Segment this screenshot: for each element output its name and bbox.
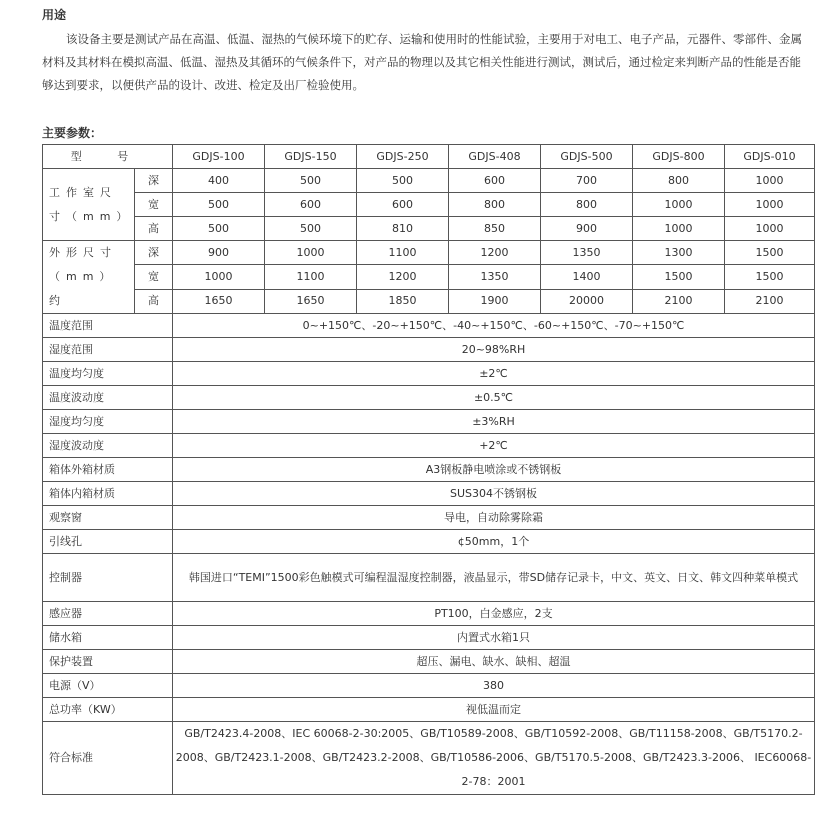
spec-label: 电源（V） [43, 674, 173, 698]
work-size-value: 700 [541, 169, 633, 193]
work-size-value: 850 [449, 217, 541, 241]
work-size-value: 1000 [633, 193, 725, 217]
work-size-value: 800 [541, 193, 633, 217]
spec-label: 温度均匀度 [43, 362, 173, 386]
work-size-value: 600 [265, 193, 357, 217]
spec-row [43, 554, 815, 602]
outer-size-value: 1200 [357, 265, 449, 289]
spec-label: 储水箱 [43, 626, 173, 650]
spec-value: A3钢板静电喷涂或不锈钢板 [173, 458, 815, 482]
spec-label: 温度范围 [43, 314, 173, 338]
model-name: GDJS-100 [173, 145, 265, 169]
model-label: 型 号 [43, 145, 173, 169]
spec-row [43, 722, 815, 795]
model-name: GDJS-500 [541, 145, 633, 169]
work-size-value: 500 [265, 217, 357, 241]
spec-value: 20~98%RH [173, 338, 815, 362]
work-size-value: 500 [357, 169, 449, 193]
spec-row [43, 386, 815, 410]
outer-size-dimension: 深 [135, 241, 173, 265]
work-size-dimension: 宽 [135, 193, 173, 217]
spec-label: 箱体内箱材质 [43, 482, 173, 506]
work-size-row [43, 217, 815, 241]
spec-label: 湿度范围 [43, 338, 173, 362]
spec-value: 380 [173, 674, 815, 698]
spec-label: 湿度波动度 [43, 434, 173, 458]
outer-size-row [43, 289, 815, 313]
spec-row [43, 482, 815, 506]
spec-label: 保护装置 [43, 650, 173, 674]
outer-size-value: 1100 [357, 241, 449, 265]
outer-size-value: 1650 [173, 289, 265, 313]
work-size-value: 500 [173, 217, 265, 241]
outer-size-value: 1000 [173, 265, 265, 289]
spec-table [42, 144, 815, 795]
outer-size-dimension: 高 [135, 289, 173, 313]
spec-value: SUS304不锈钢板 [173, 482, 815, 506]
outer-size-row [43, 265, 815, 289]
outer-size-value: 1350 [449, 265, 541, 289]
spec-row [43, 338, 815, 362]
spec-label: 引线孔 [43, 530, 173, 554]
model-header-row [43, 145, 815, 169]
outer-size-value: 1400 [541, 265, 633, 289]
outer-size-value: 1200 [449, 241, 541, 265]
spec-value: +2℃ [173, 434, 815, 458]
outer-size-value: 1500 [725, 241, 815, 265]
spec-value: 内置式水箱1只 [173, 626, 815, 650]
work-size-value: 500 [265, 169, 357, 193]
outer-size-value: 1500 [633, 265, 725, 289]
spec-row [43, 698, 815, 722]
spec-label: 控制器 [43, 554, 173, 602]
spec-value: GB/T2423.4-2008、IEC 60068-2-30:2005、GB/T10589-2008、GB/T10592-2008、GB/T11158-2008、GB/T5170.2-2008、GB/T2423.1-2008、GB/T2423.2-2008、GB/T10586-2006、GB/T5170.5-2008、GB/T2423.3-2006、 IEC60068-2-78：2001 [173, 722, 815, 795]
spec-row [43, 506, 815, 530]
work-size-value: 600 [357, 193, 449, 217]
work-size-value: 500 [173, 193, 265, 217]
spec-label: 箱体外箱材质 [43, 458, 173, 482]
model-name: GDJS-408 [449, 145, 541, 169]
spec-value: 0~+150℃、-20~+150℃、-40~+150℃、-60~+150℃、-70~+150℃ [173, 314, 815, 338]
outer-size-value: 1650 [265, 289, 357, 313]
spec-value: ±3%RH [173, 410, 815, 434]
model-name: GDJS-800 [633, 145, 725, 169]
outer-size-row [43, 241, 815, 265]
spec-row [43, 602, 815, 626]
outer-size-label: 外形尺寸（mm）约 [43, 241, 135, 314]
spec-label: 符合标准 [43, 722, 173, 795]
work-size-value: 810 [357, 217, 449, 241]
work-size-dimension: 高 [135, 217, 173, 241]
spec-label: 温度波动度 [43, 386, 173, 410]
outer-size-value: 900 [173, 241, 265, 265]
work-size-value: 1000 [725, 169, 815, 193]
model-name: GDJS-150 [265, 145, 357, 169]
spec-row [43, 530, 815, 554]
work-size-row [43, 169, 815, 193]
work-size-value: 400 [173, 169, 265, 193]
outer-size-value: 20000 [541, 289, 633, 313]
spec-value: 视低温而定 [173, 698, 815, 722]
spec-value: ¢50mm，1个 [173, 530, 815, 554]
outer-size-value: 1100 [265, 265, 357, 289]
work-size-value: 800 [449, 193, 541, 217]
work-size-value: 1000 [725, 217, 815, 241]
spec-row [43, 674, 815, 698]
spec-row [43, 362, 815, 386]
work-size-row [43, 193, 815, 217]
spec-value: ±0.5℃ [173, 386, 815, 410]
spec-value: 超压、漏电、缺水、缺相、超温 [173, 650, 815, 674]
outer-size-dimension: 宽 [135, 265, 173, 289]
outer-size-value: 1300 [633, 241, 725, 265]
spec-label: 感应器 [43, 602, 173, 626]
outer-size-value: 2100 [633, 289, 725, 313]
usage-paragraph: 该设备主要是测试产品在高温、低温、湿热的气候环境下的贮存、运输和使用时的性能试验，主要用于对电工、电子产品，元器件、零部件、金属材料及其材料在模拟高温、低温、湿热及其循环的气候条件下，对产品的物理以及其它相关性能进行测试，测试后，通过检定来判断产品的性能是否能够达到要求，以便供产品的设计、改进、检定及出厂检验使用。 [42, 32, 802, 92]
spec-row [43, 650, 815, 674]
outer-size-value: 1350 [541, 241, 633, 265]
spec-value: ±2℃ [173, 362, 815, 386]
spec-row [43, 434, 815, 458]
spec-label: 湿度均匀度 [43, 410, 173, 434]
outer-size-value: 1900 [449, 289, 541, 313]
model-name: GDJS-250 [357, 145, 449, 169]
work-size-value: 600 [449, 169, 541, 193]
outer-size-value: 2100 [725, 289, 815, 313]
work-size-value: 1000 [725, 193, 815, 217]
usage-heading: 用途 [42, 8, 67, 22]
spec-row [43, 314, 815, 338]
outer-size-value: 1500 [725, 265, 815, 289]
work-size-label: 工作室尺寸（mm） [43, 169, 135, 241]
spec-row [43, 410, 815, 434]
spec-value: 导电，自动除雾除霜 [173, 506, 815, 530]
spec-table-body [43, 145, 815, 795]
work-size-value: 1000 [633, 217, 725, 241]
outer-size-value: 1850 [357, 289, 449, 313]
work-size-value: 900 [541, 217, 633, 241]
spec-row [43, 626, 815, 650]
spec-value: 韩国进口“TEMI”1500彩色触模式可编程温湿度控制器，液晶显示，带SD储存记录卡，中文、英文、日文、韩文四种菜单模式 [173, 554, 815, 602]
outer-size-value: 1000 [265, 241, 357, 265]
model-name: GDJS-010 [725, 145, 815, 169]
work-size-value: 800 [633, 169, 725, 193]
spec-label: 总功率（KW） [43, 698, 173, 722]
spec-row [43, 458, 815, 482]
spec-value: PT100，白金感应，2支 [173, 602, 815, 626]
spec-label: 观察窗 [43, 506, 173, 530]
work-size-dimension: 深 [135, 169, 173, 193]
params-heading: 主要参数： [42, 126, 103, 140]
